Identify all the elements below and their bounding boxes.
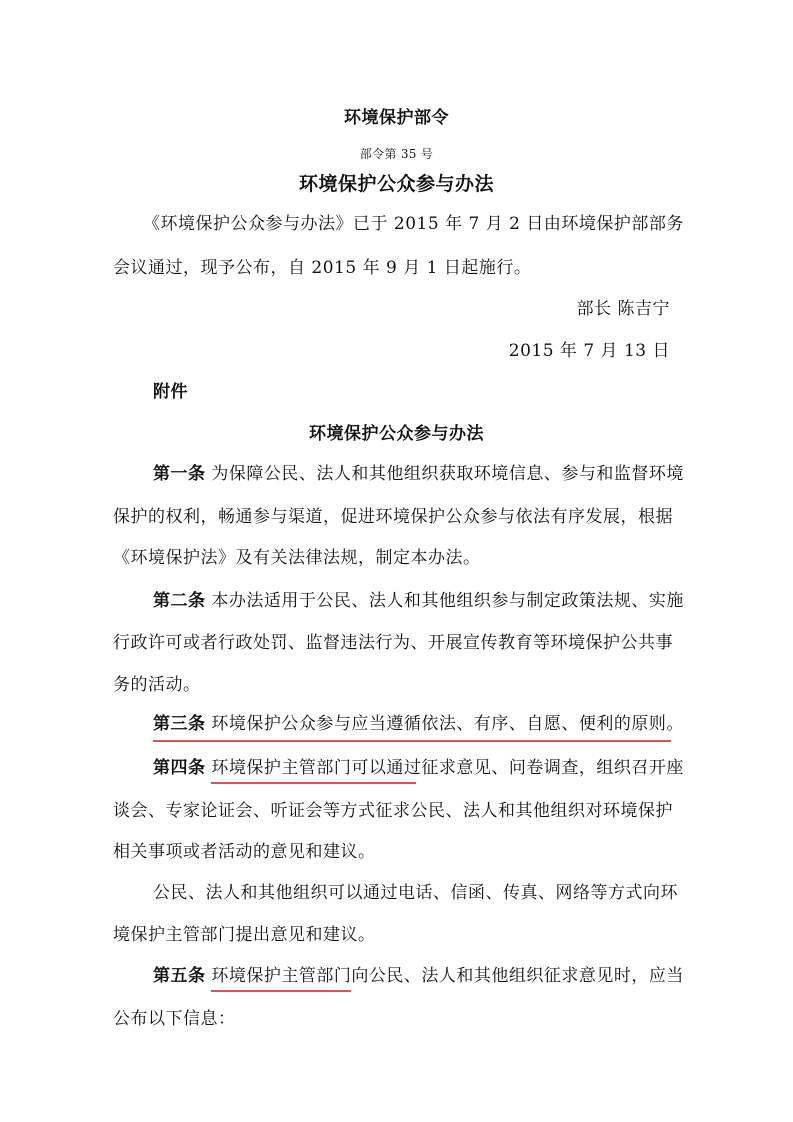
attachment-title: 环境保护公众参与办法 xyxy=(309,424,484,444)
article-4-para-2-line-1: 公民、法人和其他组织可以通过电话、信函、传真、网络等方式向环 xyxy=(153,883,678,903)
attachment-label: 附件 xyxy=(153,382,188,402)
order-title: 环境保护部令 xyxy=(344,108,449,128)
document-title: 环境保护公众参与办法 xyxy=(298,173,494,195)
article-1-line-1 xyxy=(153,463,684,485)
article-4-label: 第四条 xyxy=(153,758,206,778)
article-1-text-1: 为保障公民、法人和其他组织获取环境信息、参与和监督环境 xyxy=(205,464,684,484)
article-5-text-1: 环境保护主管部门向公民、法人和其他组织征求意见时，应当 xyxy=(205,966,684,986)
article-5-line-1 xyxy=(153,965,684,987)
article-1-label: 第一条 xyxy=(153,464,206,484)
article-4-text-1: 环境保护主管部门可以通过征求意见、问卷调查，组织召开座 xyxy=(205,758,684,778)
signature-date: 2015 年 7 月 13 日 xyxy=(508,341,670,361)
signature-name: 部长 陈吉宁 xyxy=(576,299,670,319)
annotation-underline-article-4 xyxy=(211,782,416,784)
order-number: 部令第 35 号 xyxy=(359,147,434,161)
article-5-label: 第五条 xyxy=(153,966,206,986)
article-1-line-2: 保护的权利，畅通参与渠道，促进环境保护公众参与依法有序发展，根据 xyxy=(113,507,673,527)
intro-line-2: 会议通过，现予公布，自 2015 年 9 月 1 日起施行。 xyxy=(113,258,532,278)
article-4-line-2: 谈会、专家论证会、听证会等方式征求公民、法人和其他组织对环境保护 xyxy=(113,801,673,821)
article-1-line-3: 《环境保护法》及有关法律法规，制定本办法。 xyxy=(113,548,481,568)
article-2-line-2: 行政许可或者行政处罚、监督违法行为、开展宣传教育等环境保护公共事 xyxy=(113,633,673,653)
article-2-label: 第二条 xyxy=(153,591,206,611)
article-4-line-3: 相关事项或者活动的意见和建议。 xyxy=(113,842,376,862)
article-3-line-1 xyxy=(153,713,684,735)
annotation-underline-article-3 xyxy=(153,740,671,742)
article-4-para-2-line-2: 境保护主管部门提出意见和建议。 xyxy=(113,925,376,945)
article-3-label: 第三条 xyxy=(153,714,206,734)
article-5-line-2: 公布以下信息： xyxy=(113,1009,236,1029)
article-2-text-1: 本办法适用于公民、法人和其他组织参与制定政策法规、实施 xyxy=(205,591,684,611)
article-3-text-1: 环境保护公众参与应当遵循依法、有序、自愿、便利的原则。 xyxy=(205,714,684,734)
annotation-underline-article-5 xyxy=(211,990,351,992)
article-2-line-1 xyxy=(153,590,684,612)
intro-line-1: 《环境保护公众参与办法》已于 2015 年 7 月 2 日由环境保护部部务 xyxy=(143,214,684,234)
article-4-line-1 xyxy=(153,757,684,779)
article-2-line-3: 务的活动。 xyxy=(113,675,201,695)
